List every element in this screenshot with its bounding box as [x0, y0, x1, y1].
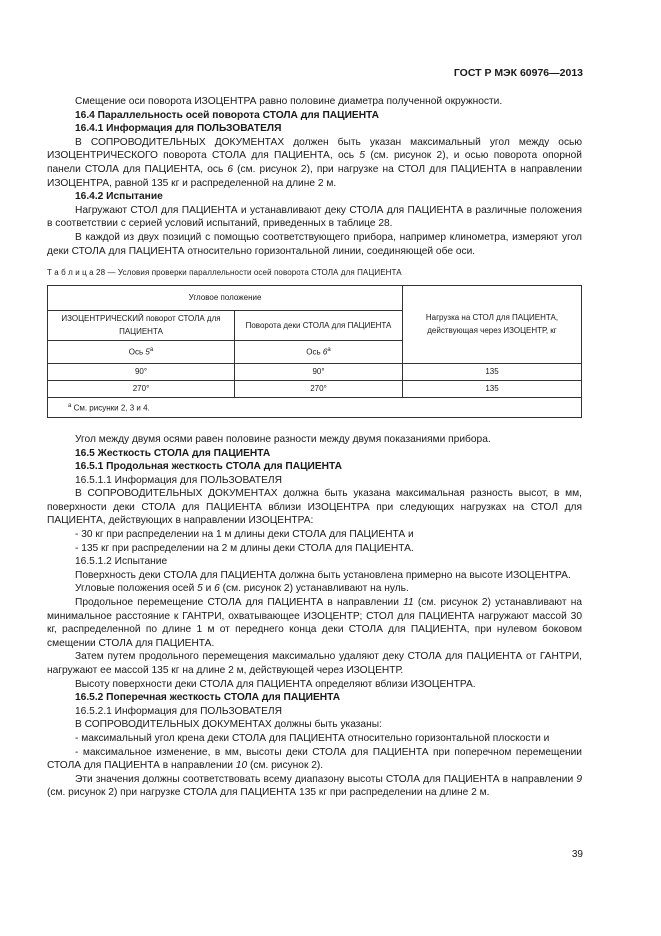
table-axis-6: Ось $6^а$ [235, 340, 403, 363]
paragraph: Нагружают СТОЛ для ПАЦИЕНТА и устанавливают деку СТОЛА для ПАЦИЕНТА в различные положения в соответствии с серией условий испытаний, приведенных в таблице 28. [47, 204, 582, 230]
paragraph: Высоту поверхности деки СТОЛА для ПАЦИЕНТА определяют вблизи ИЗОЦЕНТРА. [75, 678, 476, 690]
table-cell: 90° [48, 363, 235, 380]
table-header-load: Нагрузка на СТОЛ для ПАЦИЕНТА, действующая через ИЗОЦЕНТР, кг [403, 285, 582, 363]
table-cell: 135 [403, 363, 582, 380]
paragraph: Угол между двумя осями равен половине разности между двумя показаниями прибора. [75, 433, 491, 445]
paragraph: Угловые положения осей 5 и 6 (см. рисунок 2) устанавливают на нуль. [75, 583, 409, 595]
table-row [48, 380, 582, 397]
paragraph: В СОПРОВОДИТЕЛЬНЫХ ДОКУМЕНТАХ должен быть указан максимальный угол между осью ИЗОЦЕНТРИЧЕСКОГО поворота СТОЛА для ПАЦИЕНТА, ось 5 (см. рисунок 2), и осью поворота опорной панели СТОЛА для ПАЦИЕНТА, ось 6 (см. рисунок 2), при нагрузке на СТОЛ для ПАЦИЕНТА в направлении ИЗОЦЕНТРА, равной 135 кг и распределенной на длине 2 м. [47, 136, 583, 189]
table-footnote: $^а$ См. рисунки 2, 3 и 4. [48, 397, 582, 417]
list-item: - 135 кг при распределении на 2 м длины деки СТОЛА для ПАЦИЕНТА. [75, 542, 414, 554]
list-item: - 30 кг при распределении на 1 м длины деки СТОЛА для ПАЦИЕНТА и [75, 529, 414, 541]
paragraph: Смещение оси поворота ИЗОЦЕНТРА равно половине диаметра полученной окружности. [75, 96, 503, 107]
section-heading-16-5-2: 16.5.2 Поперечная жесткость СТОЛА для ПАЦИЕНТА [75, 692, 341, 704]
paragraph: Поверхность деки СТОЛА для ПАЦИЕНТА должна быть установлена примерно на высоте ИЗОЦЕНТРА. [75, 569, 571, 581]
paragraph: В СОПРОВОДИТЕЛЬНЫХ ДОКУМЕНТАХ должна быть указана максимальная разность высот, в мм, поверхности деки СТОЛА для ПАЦИЕНТА вблизи ИЗОЦЕНТРА при следующих нагрузках на СТОЛ для ПАЦИЕНТА, действующих в направлении ИЗОЦЕНТРА: [47, 488, 582, 527]
document-body [47, 95, 582, 800]
table-28 [47, 285, 582, 418]
subsection-heading: 16.5.1.2 Испытание [75, 556, 168, 568]
table-axis-5: Ось $5^а$ [48, 340, 235, 363]
table-cell: 270° [48, 380, 235, 397]
table-group-header: Угловое положение [48, 285, 403, 310]
list-item: - максимальное изменение, в мм, высоты деки СТОЛА для ПАЦИЕНТА при поперечном перемещении СТОЛА для ПАЦИЕНТА в направлении 10 (см. рисунок 2). [47, 746, 582, 772]
paragraph: В каждой из двух позиций с помощью соответствующего прибора, например клинометра, измеряют угол деки СТОЛА для ПАЦИЕНТА относительно горизонтальной линии, соединяющей обе оси. [47, 231, 582, 257]
subsection-heading: 16.5.1.1 Информация для ПОЛЬЗОВАТЕЛЯ [75, 474, 282, 486]
table-header-isocentric: ИЗОЦЕНТРИЧЕСКИЙ поворот СТОЛА для ПАЦИЕНТА [48, 310, 235, 340]
paragraph: Продольное перемещение СТОЛА для ПАЦИЕНТА в направлении 11 (см. рисунок 2) устанавливают на минимальное расстояние к ГАНТРИ, охватывающее ИЗОЦЕНТР; СТОЛ для ПАЦИЕНТА нагружают массой 30 кг, распределенной по длине 1 м от переднего конца деки СТОЛА для ПАЦИЕНТА, при нулевом боковом смещении СТОЛА для ПАЦИЕНТА. [47, 597, 582, 649]
table-cell: 270° [235, 380, 403, 397]
table-cell: 90° [235, 363, 403, 380]
table-header-deck: Поворота деки СТОЛА для ПАЦИЕНТА [235, 310, 403, 340]
table-cell: 135 [403, 380, 582, 397]
section-heading-16-5-1: 16.5.1 Продольная жесткость СТОЛА для ПАЦИЕНТА [75, 461, 342, 473]
list-item: - максимальный угол крена деки СТОЛА для ПАЦИЕНТА относительно горизонтальной плоскости и [75, 732, 550, 744]
table-caption: Т а б л и ц а 28 — Условия проверки параллельности осей поворота СТОЛА для ПАЦИЕНТА [47, 268, 402, 278]
paragraph: Эти значения должны соответствовать всему диапазону высоты СТОЛА для ПАЦИЕНТА в направлении 9 (см. рисунок 2) при нагрузке СТОЛА для ПАЦИЕНТА 135 кг при распределении на длине 2 м. [47, 773, 582, 799]
section-heading-16-4-2: 16.4.2 Испытание [75, 191, 163, 203]
standard-number: ГОСТ Р МЭК 60976—2013 [453, 67, 583, 79]
section-heading-16-4: 16.4 Параллельность осей поворота СТОЛА для ПАЦИЕНТА [75, 109, 379, 121]
paragraph: В СОПРОВОДИТЕЛЬНЫХ ДОКУМЕНТАХ должны быть указаны: [75, 719, 382, 731]
table-row [48, 363, 582, 380]
subsection-heading: 16.5.2.1 Информация для ПОЛЬЗОВАТЕЛЯ [75, 705, 282, 717]
paragraph: Затем путем продольного перемещения максимально удаляют деку СТОЛА для ПАЦИЕНТА от ГАНТРИ, нагружают ее массой 135 кг на длине 2 м, действующей через ИЗОЦЕНТР. [47, 651, 582, 676]
section-heading-16-4-1: 16.4.1 Информация для ПОЛЬЗОВАТЕЛЯ [75, 123, 282, 135]
section-heading-16-5: 16.5 Жесткость СТОЛА для ПАЦИЕНТА [75, 447, 271, 459]
page-number: 39 [571, 849, 583, 860]
